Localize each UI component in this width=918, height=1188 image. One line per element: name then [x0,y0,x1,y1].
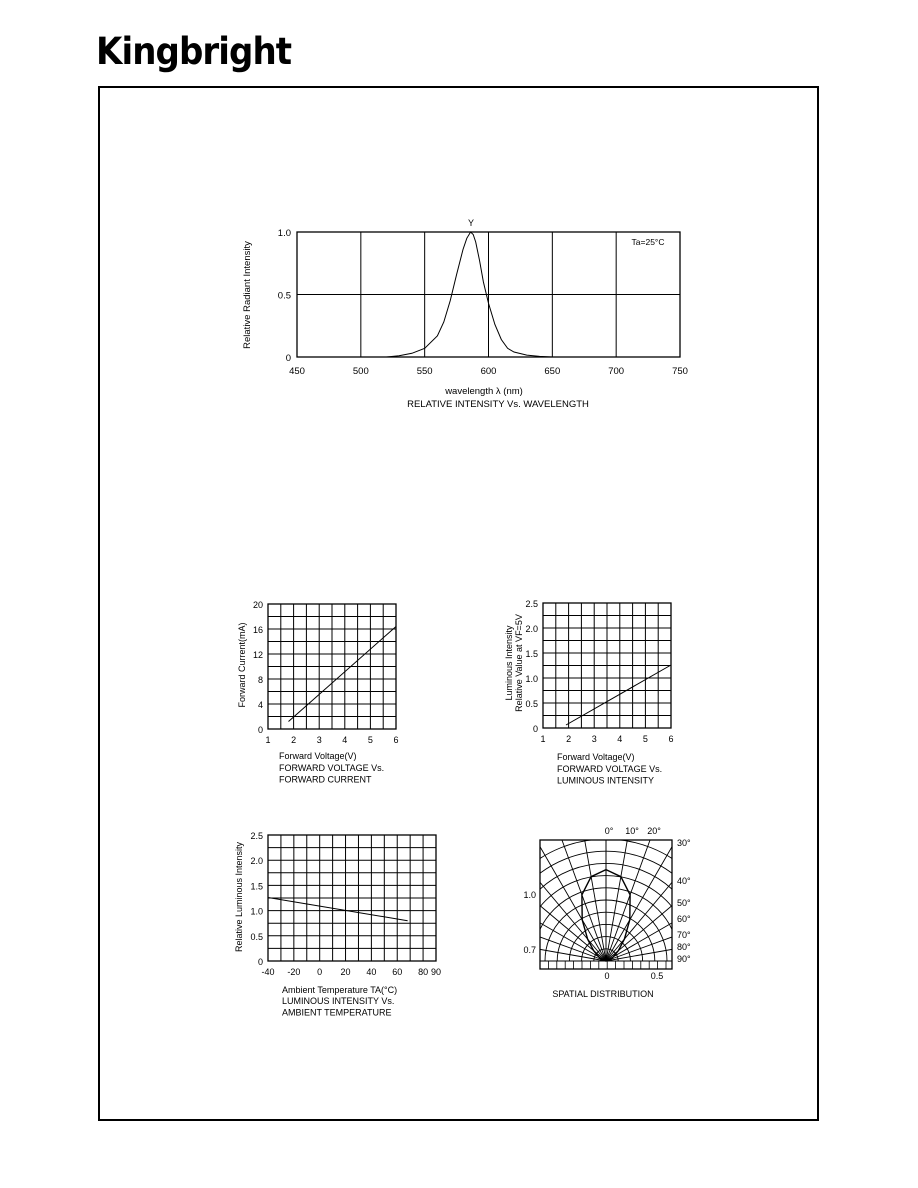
polar-spoke [606,768,836,961]
y-tick-label: 8 [257,675,263,685]
polar-spoke [376,768,606,961]
iv-chart [237,600,399,785]
y-tick-label: 2.5 [250,831,263,841]
y-tick-label: 2.0 [525,624,538,634]
polar-spoke [606,679,709,961]
y-axis-label: Relative Radiant Intensity [242,241,253,349]
series-line [268,898,408,921]
temperature-chart [234,831,441,1018]
chart-title: LUMINOUS INTENSITY [557,775,655,786]
y-tick-label: 4 [257,700,263,710]
y-tick-label: 0 [257,957,263,967]
y-axis-label: Relative Luminous Intensity [234,841,244,953]
x-tick-label: 80 [418,967,429,977]
peak-annotation: Y [467,218,475,228]
y-axis-label: Forward Current(mA) [237,622,247,708]
x-tick-label: 40 [366,967,377,977]
y-tick-label: 0.5 [525,699,538,709]
angle-label: 80° [677,942,691,952]
x-tick-label: 6 [668,734,674,744]
polar-spoke [324,858,606,961]
angle-label: 70° [677,930,691,940]
chart-title: LUMINOUS INTENSITY Vs. [282,996,395,1006]
y-tick-label: 0 [257,725,263,735]
x-tick-label: 90 [430,967,442,977]
y-tick-label: 2.5 [525,599,538,609]
y-tick-label: 0 [532,724,538,734]
radial-label: 0.5 [650,971,664,981]
y-tick-label: 0 [285,353,291,364]
angle-label: 0° [604,826,614,836]
x-axis-label: Forward Voltage(V) [279,751,357,761]
radial-label: 0 [604,971,610,981]
x-tick-label: 4 [342,735,348,745]
y-axis-label: Relative Value at VF=5V [514,614,524,712]
angle-label: 20° [647,826,661,836]
y-tick-label: 2.0 [250,856,263,867]
temperature-annotation: Ta=25°C [631,237,665,247]
x-tick-label: -20 [287,967,301,977]
x-tick-label: 550 [416,366,433,377]
voltage-luminous-chart [504,599,674,786]
x-tick-label: 3 [316,735,322,745]
y-tick-label: 0.5 [250,931,263,942]
x-tick-label: 700 [608,366,625,377]
y-axis-label: Luminous Intensity [504,625,514,701]
y-tick-label: 1.0 [250,906,263,917]
polar-spoke [606,811,866,961]
radial-label: 1.0 [523,890,536,900]
polar-spoke [606,858,888,961]
x-tick-label: -40 [261,967,275,977]
angle-label: 40° [677,876,691,886]
y-tick-label: 12 [252,650,263,660]
brand-logo: Kingbright [96,30,292,73]
angle-label: 60° [677,914,691,924]
polar-spoke [346,811,606,961]
x-tick-label: 60 [392,967,403,977]
chart-title: FORWARD CURRENT [279,774,372,785]
x-tick-label: 5 [642,734,648,744]
y-tick-label: 1.0 [525,674,538,684]
y-tick-label: 1.0 [277,228,291,239]
series-line [289,627,397,722]
x-tick-label: 1 [540,734,546,744]
x-tick-label: 2 [566,734,572,744]
chart-title: FORWARD VOLTAGE Vs. [557,764,663,774]
x-axis-label: Ambient Temperature TA(°C) [282,985,398,995]
chart-title: RELATIVE INTENSITY Vs. WAVELENGTH [407,399,589,410]
x-tick-label: 650 [544,366,561,377]
angle-label: 90° [677,954,691,964]
chart-title: SPATIAL DISTRIBUTION [552,989,654,999]
y-tick-label: 16 [252,625,263,635]
angle-label: 50° [677,898,691,908]
x-tick-label: 1 [265,735,271,745]
angle-label: 10° [625,826,639,836]
x-tick-label: 3 [591,734,597,744]
chart-title: FORWARD VOLTAGE Vs. [279,763,385,773]
x-tick-label: 600 [480,366,497,377]
x-tick-label: 450 [289,366,305,377]
chart-title: AMBIENT TEMPERATURE [282,1007,392,1018]
x-tick-label: 6 [393,735,399,745]
y-tick-label: 20 [252,600,263,610]
x-axis-label: Forward Voltage(V) [557,752,635,762]
y-tick-label: 1.5 [250,881,263,892]
polar-spoke [503,679,606,961]
x-tick-label: 0 [317,967,323,977]
x-tick-label: 4 [617,734,623,744]
radial-label: 0.7 [523,945,536,955]
x-tick-label: 2 [291,735,297,745]
spectrum-chart [242,218,688,410]
x-tick-label: 500 [352,366,369,377]
angle-label: 30° [677,838,691,848]
x-tick-label: 750 [672,366,688,377]
y-tick-label: 0.5 [277,290,291,302]
x-tick-label: 5 [367,735,373,745]
x-axis-label: wavelength λ (nm) [445,386,523,397]
x-tick-label: 20 [340,967,351,977]
y-tick-label: 1.5 [525,649,538,659]
